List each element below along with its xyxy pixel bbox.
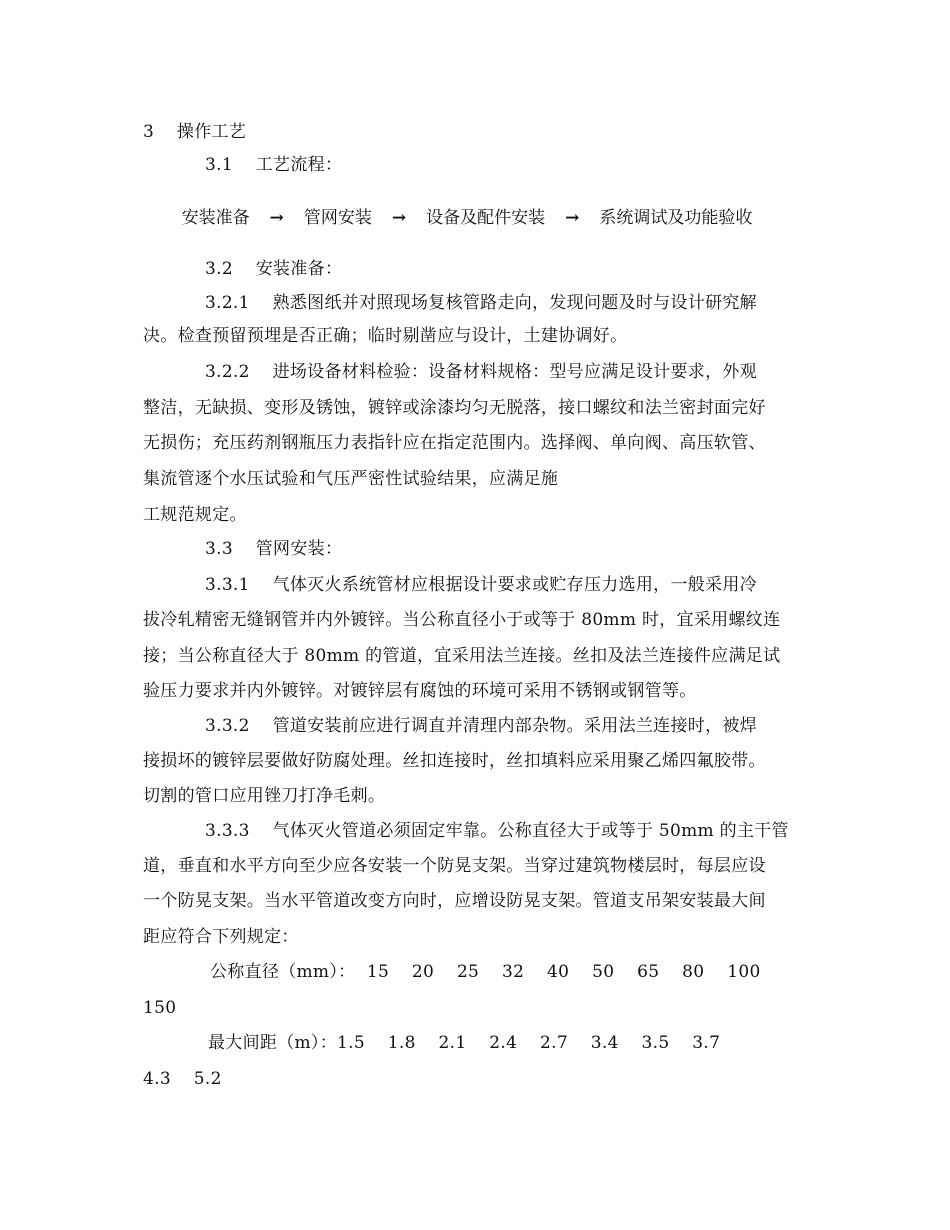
- paragraph-line: 3.2.2 进场设备材料检验：设备材料规格：型号应满足设计要求，外观: [205, 362, 757, 382]
- subsection-3-1-heading: 3.1 工艺流程：: [205, 155, 343, 175]
- subsection-3-2-heading: 3.2 安装准备：: [205, 259, 343, 279]
- paragraph-line: 3.3.1 气体灭火系统管材应根据设计要求或贮存压力选用，一般采用冷: [205, 575, 757, 595]
- diameter-row: 公称直径（mm）： 15 20 25 32 40 50 65 80 100: [210, 962, 761, 982]
- paragraph-line: 切割的管口应用锉刀打净毛刺。: [143, 786, 386, 806]
- paragraph-line: 距应符合下列规定：: [143, 927, 299, 947]
- paragraph-line: 整洁，无缺损、变形及锈蚀，镀锌或涂漆均匀无脱落，接口螺纹和法兰密封面完好: [143, 398, 766, 418]
- section-heading: 3 操作工艺: [143, 122, 247, 142]
- flow-arrow-3: →: [565, 208, 580, 228]
- diameter-row-continued: 150: [143, 998, 177, 1018]
- paragraph-line: 集流管逐个水压试验和气压严密性试验结果，应满足施: [143, 469, 559, 489]
- flow-arrow-1: →: [269, 208, 284, 228]
- spacing-row-continued: 4.3 5.2: [143, 1069, 222, 1089]
- paragraph-line: 3.3.3 气体灭火管道必须固定牢靠。公称直径大于或等于 50mm 的主干管: [205, 821, 789, 841]
- paragraph-line: 接损坏的镀锌层要做好防腐处理。丝扣连接时，丝扣填料应采用聚乙烯四氟胶带。: [143, 751, 766, 771]
- paragraph-line: 拔冷轧精密无缝钢管并内外镀锌。当公称直径小于或等于 80mm 时，宜采用螺纹连: [143, 610, 781, 630]
- flow-arrow-2: →: [391, 208, 407, 228]
- process-flow: [160, 188, 752, 248]
- paragraph-line: 3.2.1 熟悉图纸并对照现场复核管路走向，发现问题及时与设计研究解: [205, 293, 757, 313]
- flow-step-4: 系统调试及功能验收: [599, 208, 753, 228]
- flow-step-3: 设备及配件安装: [426, 208, 546, 228]
- flow-step-1: 安装准备: [181, 208, 250, 228]
- paragraph-line: 验压力要求并内外镀锌。对镀锌层有腐蚀的环境可采用不锈钢或钢管等。: [143, 681, 697, 701]
- paragraph-line: 决。检查预留预埋是否正确；临时剔凿应与设计，土建协调好。: [143, 326, 628, 346]
- paragraph-line: 道，垂直和水平方向至少应各安装一个防晃支架。当穿过建筑物楼层时，每层应设: [143, 856, 766, 876]
- flow-step-2: 管网安装: [303, 208, 372, 228]
- paragraph-line: 3.3.2 管道安装前应进行调直并清理内部杂物。采用法兰连接时，被焊: [205, 716, 757, 736]
- spacing-row: 最大间距（m）：1.5 1.8 2.1 2.4 2.7 3.4 3.5 3.7: [208, 1033, 721, 1053]
- paragraph-line: 一个防晃支架。当水平管道改变方向时，应增设防晃支架。管道支吊架安装最大间: [143, 891, 766, 911]
- paragraph-line: 接；当公称直径大于 80mm 的管道，宜采用法兰连接。丝扣及法兰连接件应满足试: [143, 646, 781, 666]
- subsection-3-3-heading: 3.3 管网安装：: [205, 539, 343, 559]
- paragraph-line: 工规范规定。: [143, 505, 247, 525]
- paragraph-line: 无损伤；充压药剂钢瓶压力表指针应在指定范围内。选择阀、单向阀、高压软管、: [143, 433, 766, 453]
